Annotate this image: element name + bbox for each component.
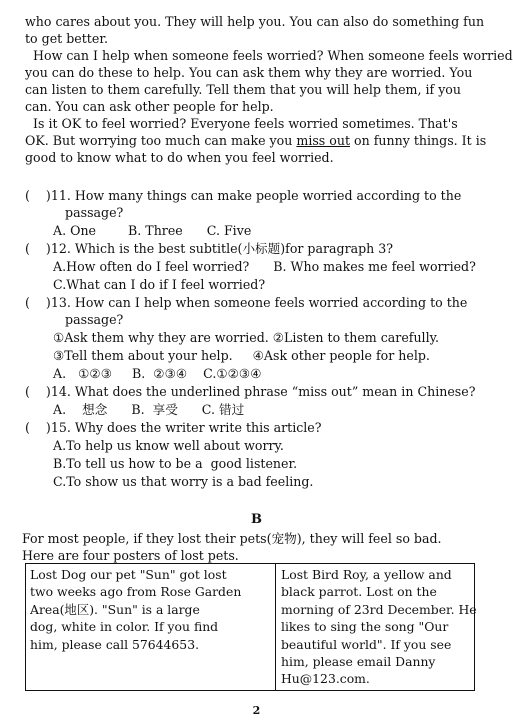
question-12-options: A.How often do I feel worried? B. Who makes me feel worried? [25, 259, 476, 274]
question-15-option: B.To tell us how to be a good listener. [25, 456, 298, 471]
question-14: ( )14. What does the underlined phrase “miss out” mean in Chinese? [25, 384, 476, 399]
section-b-title: B [251, 512, 262, 527]
question-11: ( )11. How many things can make people worried according to the [25, 188, 462, 203]
passage-line: to get better. [25, 31, 108, 46]
question-15: ( )15. Why does the writer write this article? [25, 420, 322, 435]
poster-line: black parrot. Lost on the [281, 584, 437, 599]
poster-line: morning of 23rd December. He [281, 602, 477, 617]
passage-line: good to know what to do when you feel worried. [25, 150, 334, 165]
table-divider [275, 564, 276, 690]
poster-line: Hu@123.com. [281, 671, 370, 686]
passage-line: can. You can ask other people for help. [25, 99, 274, 114]
passage-line: Is it OK to feel worried? Everyone feels worried sometimes. That's [25, 116, 458, 131]
section-b-intro: Here are four posters of lost pets. [22, 548, 239, 563]
question-12-options: C.What can I do if I feel worried? [25, 277, 266, 292]
question-13-items: ③Tell them about your help. ④Ask other people for help. [25, 348, 430, 363]
poster-line: likes to sing the song "Our [281, 619, 449, 634]
passage-line: you can do these to help. You can ask them why they are worried. You [25, 65, 473, 80]
question-14-options: A. 想念 B. 享受 C. 错过 [25, 402, 245, 417]
question-line: passage? [25, 205, 124, 220]
question-11-options: A. One B. Three C. Five [25, 223, 252, 238]
page-number: 2 [252, 704, 261, 717]
poster-line: beautiful world". If you see [281, 637, 452, 652]
poster-line: Lost Dog our pet "Sun" got lost [30, 567, 227, 582]
question-13-options: A. ①②③ B. ②③④ C.①②③④ [25, 366, 262, 381]
posters-table [25, 563, 475, 691]
poster-line: Area(地区). "Sun" is a large [30, 602, 200, 617]
question-line: passage? [25, 312, 124, 327]
poster-line: Lost Bird Roy, a yellow and [281, 567, 452, 582]
passage-line: can listen to them carefully. Tell them that you will help them, if you [25, 82, 462, 97]
poster-line: him, please call 57644653. [30, 637, 200, 652]
passage-line-underlined [25, 132, 486, 149]
question-13-items: ①Ask them why they are worried. ②Listen to them carefully. [25, 330, 440, 345]
poster-line: two weeks ago from Rose Garden [30, 584, 242, 599]
section-b-intro: For most people, if they lost their pets(宠物), they will feel so bad. [22, 531, 442, 546]
text-after: on funny things. It is [350, 133, 487, 148]
passage-line: who cares about you. They will help you. You can also do something fun [25, 14, 485, 29]
question-15-option: A.To help us know well about worry. [25, 438, 284, 453]
question-15-option: C.To show us that worry is a bad feeling. [25, 474, 314, 489]
poster-line: him, please email Danny [281, 654, 436, 669]
question-12: ( )12. Which is the best subtitle(小标题)for paragraph 3? [25, 241, 394, 256]
underlined-phrase: miss out [296, 133, 351, 148]
text-before: OK. But worrying too much can make you [25, 133, 297, 148]
passage-line: How can I help when someone feels worried? When someone feels worried [25, 48, 513, 63]
question-13: ( )13. How can I help when someone feels worried according to the [25, 295, 468, 310]
poster-line: dog, white in color. If you find [30, 619, 219, 634]
